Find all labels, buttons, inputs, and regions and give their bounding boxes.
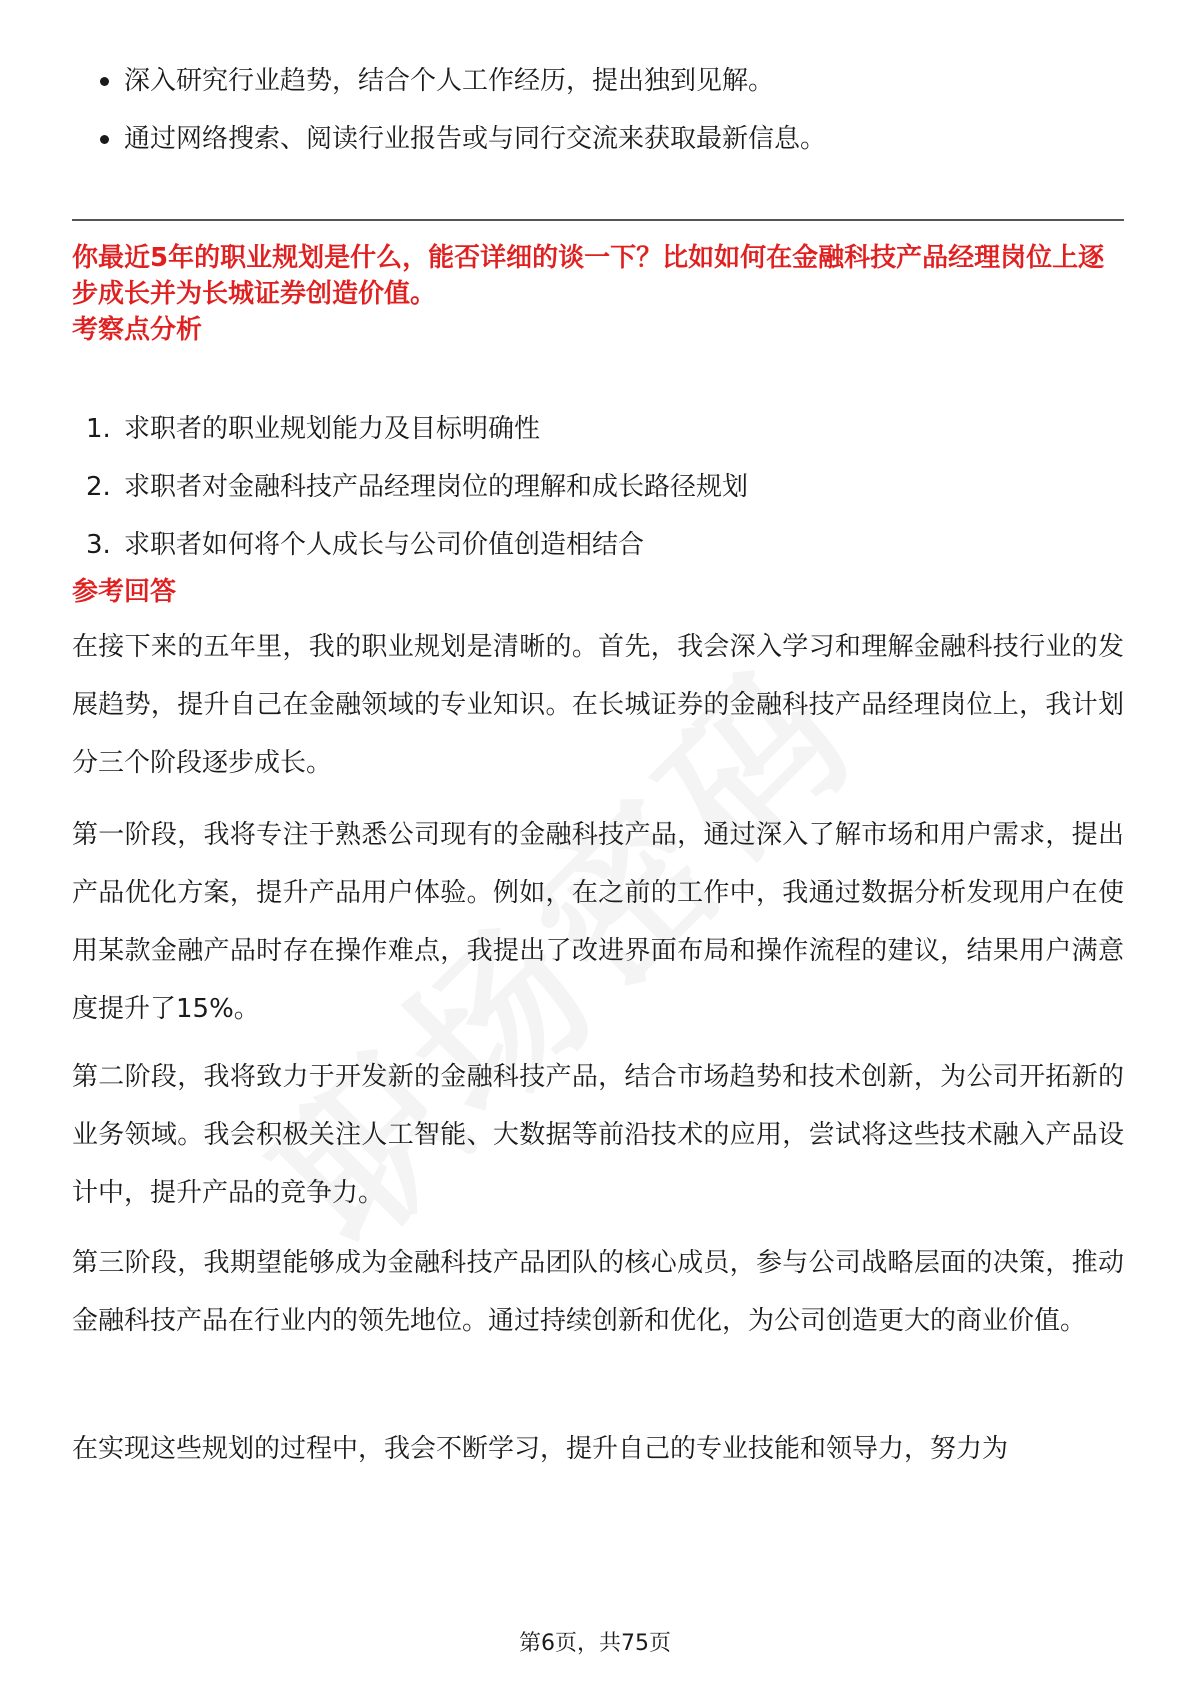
- item-number: 2.: [86, 472, 111, 502]
- analysis-title: 考察点分析: [72, 315, 203, 345]
- answer-paragraph: 在实现这些规划的过程中，我会不断学习，提升自己的专业技能和领导力，努力为: [72, 1434, 1009, 1464]
- item-text: 求职者对金融科技产品经理岗位的理解和成长路径规划: [124, 472, 749, 502]
- analysis-list: [72, 410, 1124, 584]
- section-divider: [72, 219, 1124, 221]
- top-bullet-list: [72, 62, 1112, 178]
- answer-paragraph: 第一阶段，我将专注于熟悉公司现有的金融科技产品，通过深入了解市场和用户需求，提出产品优化方案，提升产品用户体验。例如，在之前的工作中，我通过数据分析发现用户在使用某款金融产品时存在操作难点，我提出了改进界面布局和操作流程的建议，结果用户满意度提升了15%。: [72, 820, 1124, 1024]
- item-number: 1.: [86, 414, 111, 444]
- item-text: 求职者的职业规划能力及目标明确性: [124, 414, 541, 444]
- question-heading: 你最近5年的职业规划是什么，能否详细的谈一下？比如如何在金融科技产品经理岗位上逐步成长并为长城证券创造价值。: [72, 243, 1105, 309]
- answer-title: 参考回答: [72, 577, 177, 607]
- list-item: 深入研究行业趋势，结合个人工作经历，提出独到见解。: [72, 62, 1112, 100]
- item-text: 求职者如何将个人成长与公司价值创造相结合: [124, 530, 645, 560]
- list-item: 通过网络搜索、阅读行业报告或与同行交流来获取最新信息。: [72, 120, 1112, 158]
- page-number: 第6页，共75页: [519, 1631, 671, 1656]
- item-number: 3.: [86, 530, 111, 560]
- list-item: [72, 410, 1124, 448]
- answer-paragraph: 第二阶段，我将致力于开发新的金融科技产品，结合市场趋势和技术创新，为公司开拓新的业务领域。我会积极关注人工智能、大数据等前沿技术的应用，尝试将这些技术融入产品设计中，提升产品的竞争力。: [72, 1062, 1124, 1208]
- answer-paragraph: 在接下来的五年里，我的职业规划是清晰的。首先，我会深入学习和理解金融科技行业的发展趋势，提升自己在金融领域的专业知识。在长城证券的金融科技产品经理岗位上，我计划分三个阶段逐步成长。: [72, 632, 1124, 778]
- list-item: [72, 526, 1124, 564]
- list-item: [72, 468, 1124, 506]
- answer-paragraph: 第三阶段，我期望能够成为金融科技产品团队的核心成员，参与公司战略层面的决策，推动金融科技产品在行业内的领先地位。通过持续创新和优化，为公司创造更大的商业价值。: [72, 1248, 1124, 1336]
